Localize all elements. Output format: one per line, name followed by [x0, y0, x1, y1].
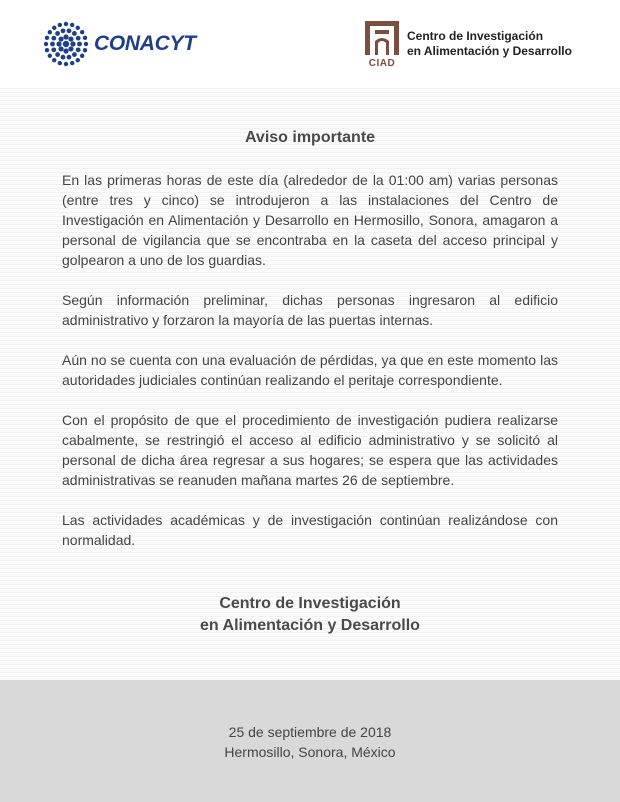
- ciad-name: [407, 29, 572, 59]
- notice-paragraph: En las primeras horas de este día (alrededor de la 01:00 am) varias personas (entre tres y cinco) se introdujeron a las instalaciones del Centro de Investigación en Alimentación y Desarrollo en Hermosillo, Sonora, amagaron a personal de vigilancia que se encontraba en la caseta del acceso principal y golpearon a uno de los guardias.: [62, 172, 558, 268]
- footer-date: 25 de septiembre de 2018: [228, 724, 392, 740]
- ciad-logo: [362, 19, 572, 69]
- ciad-building-icon: [363, 19, 401, 57]
- footer: [0, 680, 620, 802]
- conacyt-logo: [42, 20, 196, 68]
- ciad-name-line2: en Alimentación y Desarrollo: [407, 44, 572, 58]
- notice-paragraph: Aún no se cuenta con una evaluación de pérdidas, ya que en este momento las autoridades judiciales continúan realizando el peritaje correspondiente.: [62, 352, 558, 388]
- footer-place: Hermosillo, Sonora, México: [224, 744, 396, 760]
- conacyt-logo-text: CONACYT: [94, 32, 196, 55]
- ciad-name-line1: Centro de Investigación: [407, 29, 544, 43]
- notice-content: [62, 170, 558, 570]
- signature: [0, 593, 620, 637]
- header: [0, 0, 620, 88]
- signature-line2: en Alimentación y Desarrollo: [200, 617, 420, 634]
- signature-line1: Centro de Investigación: [219, 595, 401, 612]
- conacyt-dots-icon: [42, 20, 90, 68]
- notice-paragraph: Según información preliminar, dichas personas ingresaron al edificio administrativo y forzaron la mayoría de las puertas internas.: [62, 292, 558, 328]
- notice-paragraph: Las actividades académicas y de investigación continúan realizándose con normalidad.: [62, 512, 558, 548]
- notice-paragraph: Con el propósito de que el procedimiento de investigación pudiera realizarse cabalmente, se restringió el acceso al edificio administrativo y se solicitó al personal de dicha área regresar a sus hogares; se espera que las actividades administrativas se reanuden mañana martes 26 de septiembre.: [62, 412, 558, 488]
- ciad-logo-text: CIAD: [368, 58, 396, 69]
- notice-title: Aviso importante: [244, 129, 376, 146]
- notice-body: [0, 88, 620, 680]
